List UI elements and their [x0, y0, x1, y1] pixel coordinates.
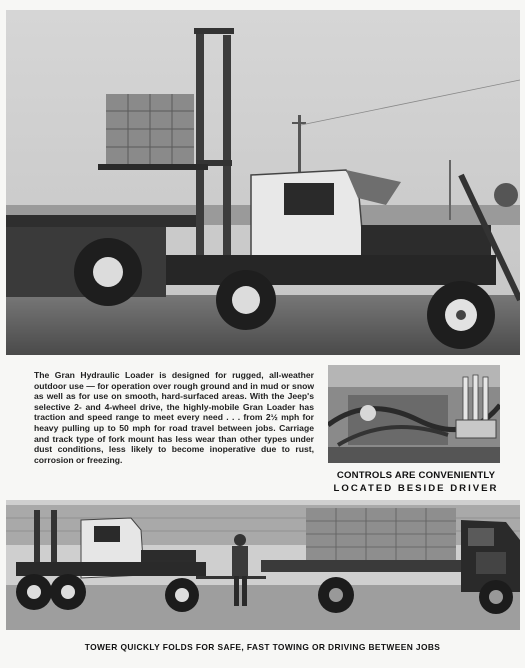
- controls-photo: [328, 365, 500, 463]
- towing-caption: TOWER QUICKLY FOLDS FOR SAFE, FAST TOWING OR DRIVING BETWEEN JOBS: [84, 642, 441, 652]
- controls-caption: [328, 469, 504, 495]
- controls-caption-line2: LOCATED BESIDE DRIVER: [333, 483, 499, 494]
- towing-photo: [6, 500, 520, 630]
- controls-caption-line1: CONTROLS ARE CONVENIENTLY: [336, 470, 496, 481]
- loader-description: The Gran Hydraulic Loader is designed for rugged, all-weather outdoor use — for operation over rough ground and in mud or snow as well as for use on smooth, hard-surfaced areas. With the Jeep's selective 2- and 4-wheel drive, the highly-mobile Gran Loader has traction and speed range to meet every need . . . from 2½ mph for heavy pulling up to 50 mph for road travel between jobs. Carriage and track type of fork mount has less wear than other types under dust conditions, less likely to become inoperative due to rust, corrosion or freezing.: [34, 370, 314, 465]
- loader-jeep-photo: [6, 10, 520, 355]
